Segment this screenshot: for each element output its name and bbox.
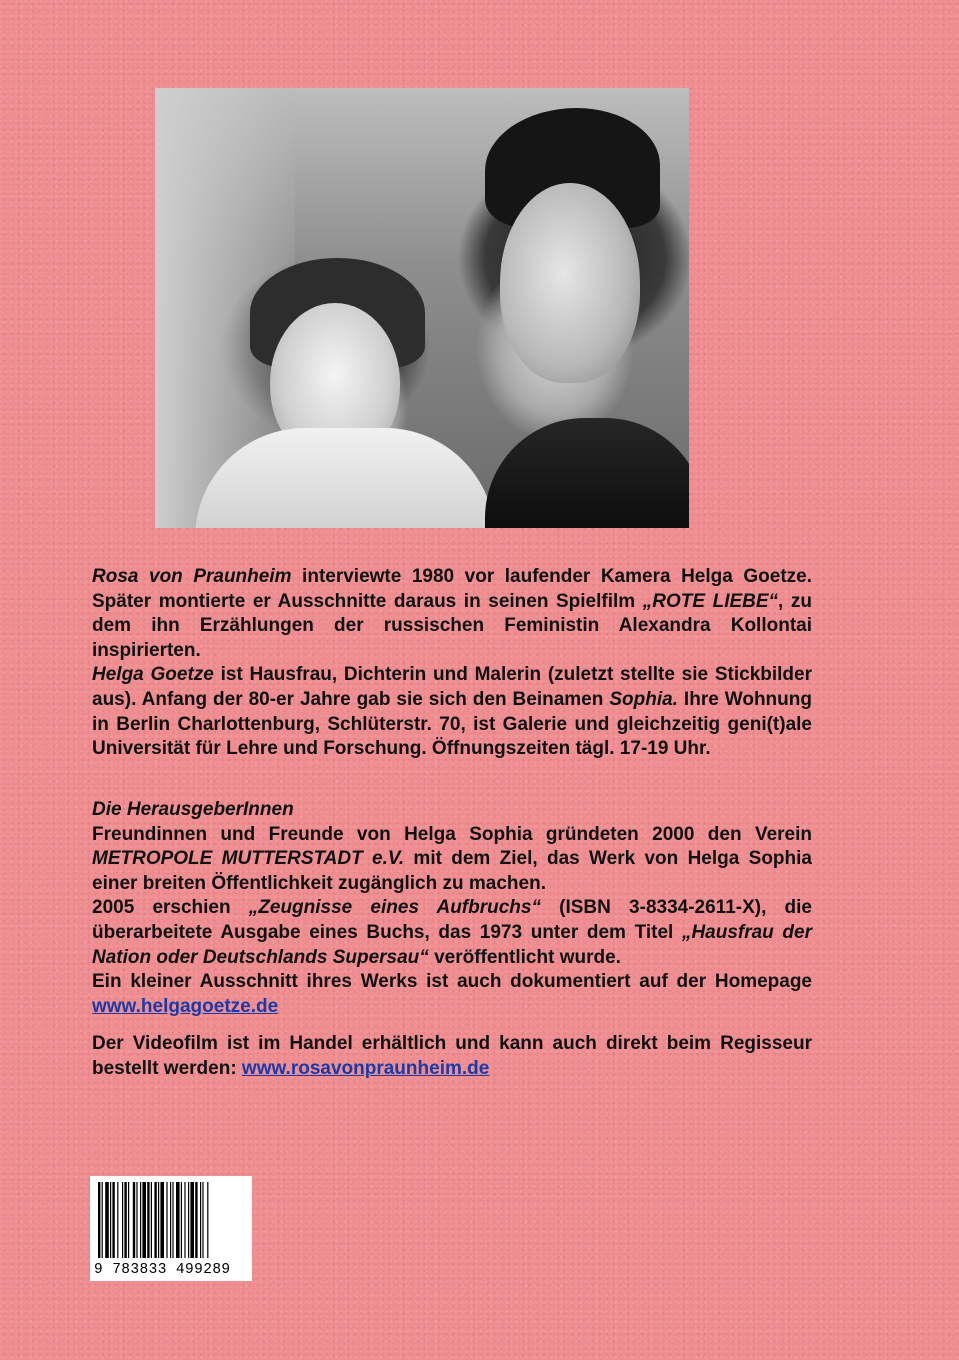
paragraph-helga-text-end: Ihre Wohnung in Berlin Charlottenburg, Schlüterstr. 70, ist Galerie und gleichzeitig geni(t)ale Universität für Lehre und Forschung. Öffnungszeiten tägl. 17-19 Uhr. xyxy=(92,688,812,760)
barcode-bar xyxy=(188,1182,189,1258)
name-helga-goetze: Helga Goetze xyxy=(92,664,214,686)
intro-text xyxy=(92,565,812,762)
photo-man-face xyxy=(500,183,640,383)
barcode-bar xyxy=(142,1182,146,1258)
alias-sophia: Sophia. xyxy=(609,688,678,710)
barcode-bar xyxy=(112,1182,114,1258)
portrait-photo xyxy=(155,88,689,528)
books-text-end: veröffentlicht wurde. xyxy=(428,946,621,968)
association-text: Freundinnen und Freunde von Helga Sophia gründeten 2000 den Verein xyxy=(92,823,812,845)
barcode-bar xyxy=(110,1182,111,1258)
homepage-text: Ein kleiner Ausschnitt ihres Werks ist auch dokumentiert auf der Homepage xyxy=(92,971,812,993)
book-title-2: „Hausfrau der Nation oder Deutschlands Supersau“ xyxy=(92,921,813,968)
barcode-bar xyxy=(170,1182,171,1258)
paragraph-video xyxy=(92,1032,812,1081)
barcode-bar xyxy=(166,1182,167,1258)
barcode-bar xyxy=(140,1182,141,1258)
barcode-bar xyxy=(147,1182,149,1258)
association-name: METROPOLE MUTTERSTADT e.V. xyxy=(92,848,405,870)
barcode-bar xyxy=(98,1182,100,1258)
books-text: 2005 erschien xyxy=(92,897,249,919)
editors-heading: Die HerausgeberInnen xyxy=(92,799,294,820)
barcode-bar xyxy=(117,1182,118,1258)
barcode-bar xyxy=(176,1182,180,1258)
barcode-bar xyxy=(190,1182,194,1258)
barcode-bar xyxy=(160,1182,164,1258)
barcode-bar xyxy=(105,1182,109,1258)
barcode-bar xyxy=(200,1182,201,1258)
video-section xyxy=(92,1032,812,1081)
film-title: „ROTE LIEBE“ xyxy=(642,590,779,612)
paragraph-interview xyxy=(92,565,812,663)
books-text-middle: (ISBN 3-8334-2611-X), die überarbeitete Ausgabe eines Buchs, das 1973 unter dem Titel xyxy=(92,897,812,943)
paragraph-books xyxy=(92,896,812,970)
barcode-bar xyxy=(128,1182,129,1258)
barcode-bar xyxy=(184,1182,185,1258)
barcode-bar xyxy=(158,1182,159,1258)
barcode-bar xyxy=(133,1182,135,1258)
barcode-bar xyxy=(202,1182,203,1258)
barcode-bar xyxy=(172,1182,173,1258)
editors-section xyxy=(92,798,812,1019)
video-text: Der Videofilm ist im Handel erhältlich und kann auch direkt beim Regisseur bestellt werden: xyxy=(92,1033,812,1079)
barcode-bar xyxy=(195,1182,197,1258)
barcode-bar xyxy=(154,1182,156,1258)
barcode-bar xyxy=(136,1182,137,1258)
association-text-end: mit dem Ziel, das Werk von Helga Sophia einer breiten Öffentlichkeit zugänglich zu machen. xyxy=(92,848,812,894)
barcode-bar xyxy=(124,1182,126,1258)
name-rosa-von-praunheim: Rosa von Praunheim xyxy=(92,566,292,587)
barcode-bar xyxy=(207,1182,208,1258)
barcode-bar xyxy=(122,1182,123,1258)
barcode-bar xyxy=(151,1182,152,1258)
paragraph-homepage xyxy=(92,970,812,1019)
barcode-icon xyxy=(98,1182,244,1258)
barcode xyxy=(90,1176,252,1281)
barcode-bar xyxy=(181,1182,182,1258)
paragraph-helga-text: ist Hausfrau, Dichterin und Malerin (zuletzt stellte sie Stickbilder aus). Anfang der 80-er Jahre gab sie sich den Beinamen xyxy=(92,664,812,710)
book-title-1: „Zeugnisse eines Aufbruchs“ xyxy=(248,897,541,919)
paragraph-association xyxy=(92,823,812,897)
barcode-digits: 9 783833 499289 xyxy=(94,1262,231,1278)
photo-man-shirt xyxy=(485,418,689,528)
paragraph-helga xyxy=(92,663,812,761)
barcode-bar xyxy=(102,1182,103,1258)
paragraph-interview-text: interviewte 1980 vor laufender Kamera Helga Goetze. Später montierte er Ausschnitte daraus in seinen Spielfilm xyxy=(92,566,812,612)
rosavonpraunheim-link[interactable]: www.rosavonpraunheim.de xyxy=(241,1057,490,1079)
paragraph-interview-text-end: , zu dem ihn Erzählungen der russischen Feministin Alexandra Kollontai inspirierten. xyxy=(92,590,812,661)
homepage-link[interactable]: www.helgagoetze.de xyxy=(92,995,279,1017)
